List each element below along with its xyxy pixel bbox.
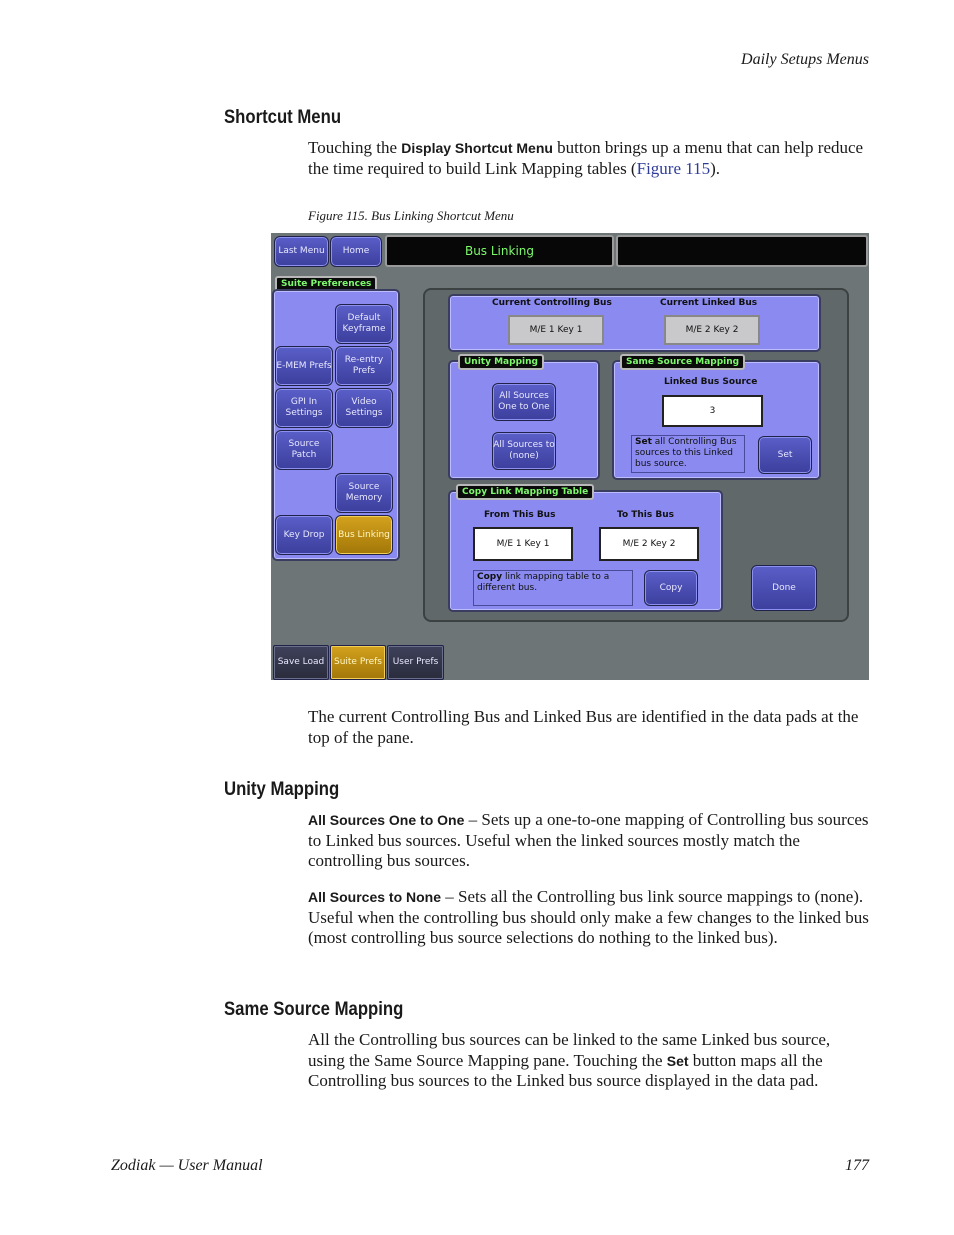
all-sources-to-none-paragraph: All Sources to None – Sets all the Controlling bus link source mappings to (none). Useful when the controlling bus should only make a few changes to the linked bus (most controlling bus source selections do nothing to the linked bus). [308, 887, 869, 947]
video-settings-button[interactable]: Video Settings [335, 388, 393, 428]
re-entry-prefs-button[interactable]: Re-entry Prefs [335, 346, 393, 386]
done-button[interactable]: Done [751, 565, 817, 611]
suite-prefs-tab[interactable]: Suite Prefs [330, 645, 386, 680]
last-menu-button[interactable]: Last Menu [274, 236, 329, 267]
user-prefs-tab[interactable]: User Prefs [387, 645, 444, 680]
to-bus-pad[interactable]: M/E 2 Key 2 [599, 527, 699, 561]
to-this-bus-label: To This Bus [617, 510, 675, 520]
heading-shortcut-menu: Shortcut Menu [224, 107, 342, 128]
home-button[interactable]: Home [330, 236, 382, 267]
same-source-paragraph: All the Controlling bus sources can be linked to the same Linked bus source, using the Same Source Mapping pane. Touching the Set button maps all the Controlling bus sources to the Linked bus source displayed in the data pad. [308, 1030, 831, 1090]
gpi-in-settings-button[interactable]: GPI In Settings [275, 388, 333, 428]
all-sources-to-none-button[interactable]: All Sources to (none) [492, 432, 556, 470]
page-number: 177 [845, 1157, 869, 1174]
unity-mapping-tag: Unity Mapping [458, 354, 544, 370]
copy-button[interactable]: Copy [644, 570, 698, 606]
bus-linking-screenshot [271, 233, 869, 680]
same-source-mapping-tag: Same Source Mapping [620, 354, 745, 370]
from-this-bus-label: From This Bus [484, 510, 556, 520]
menu-title-bar: Bus Linking [385, 235, 614, 267]
copy-note: Copy link mapping table to a different bus. [473, 570, 633, 606]
linked-bus-pad: M/E 2 Key 2 [664, 315, 760, 345]
save-load-tab[interactable]: Save Load [273, 645, 329, 680]
figure-115-link[interactable]: Figure 115 [636, 158, 711, 178]
current-bus-paragraph: The current Controlling Bus and Linked Bus are identified in the data pads at the top of the pane. [308, 707, 859, 747]
from-bus-pad[interactable]: M/E 1 Key 1 [473, 527, 573, 561]
current-controlling-bus-label: Current Controlling Bus [492, 298, 612, 308]
controlling-bus-pad: M/E 1 Key 1 [508, 315, 604, 345]
current-linked-bus-label: Current Linked Bus [660, 298, 758, 308]
suite-preferences-tag: Suite Preferences [275, 276, 377, 292]
running-header: Daily Setups Menus [741, 51, 869, 68]
copy-link-mapping-tag: Copy Link Mapping Table [456, 484, 594, 500]
linked-bus-source-label: Linked Bus Source [664, 377, 758, 387]
key-drop-button[interactable]: Key Drop [275, 515, 333, 555]
display-shortcut-menu-term: Display Shortcut Menu [401, 140, 553, 156]
all-sources-one-to-one-button[interactable]: All Sources One to One [492, 383, 556, 421]
linked-bus-source-pad[interactable]: 3 [662, 395, 763, 427]
heading-unity-mapping: Unity Mapping [224, 779, 340, 800]
status-bar [616, 235, 868, 267]
all-sources-one-to-one-paragraph: All Sources One to One – Sets up a one-to-one mapping of Controlling bus sources to Linked bus sources. Useful when the linked sources mostly match the controlling bus sources. [308, 810, 869, 870]
set-button[interactable]: Set [758, 436, 812, 474]
shortcut-paragraph: Touching the Display Shortcut Menu button brings up a menu that can help reduce the time required to build Link Mapping tables (Figure 115). [308, 138, 864, 178]
default-keyframe-button[interactable]: Default Keyframe [335, 304, 393, 344]
source-patch-button[interactable]: Source Patch [275, 430, 333, 470]
e-mem-prefs-button[interactable]: E-MEM Prefs [275, 346, 333, 386]
figure-caption: Figure 115. Bus Linking Shortcut Menu [308, 208, 514, 223]
footer-title: Zodiak — User Manual [111, 1157, 263, 1174]
set-note: Set all Controlling Bus sources to this Linked bus source. [631, 435, 745, 473]
heading-same-source-mapping: Same Source Mapping [224, 999, 404, 1020]
source-memory-button[interactable]: Source Memory [335, 473, 393, 513]
bus-linking-button[interactable]: Bus Linking [335, 515, 393, 555]
